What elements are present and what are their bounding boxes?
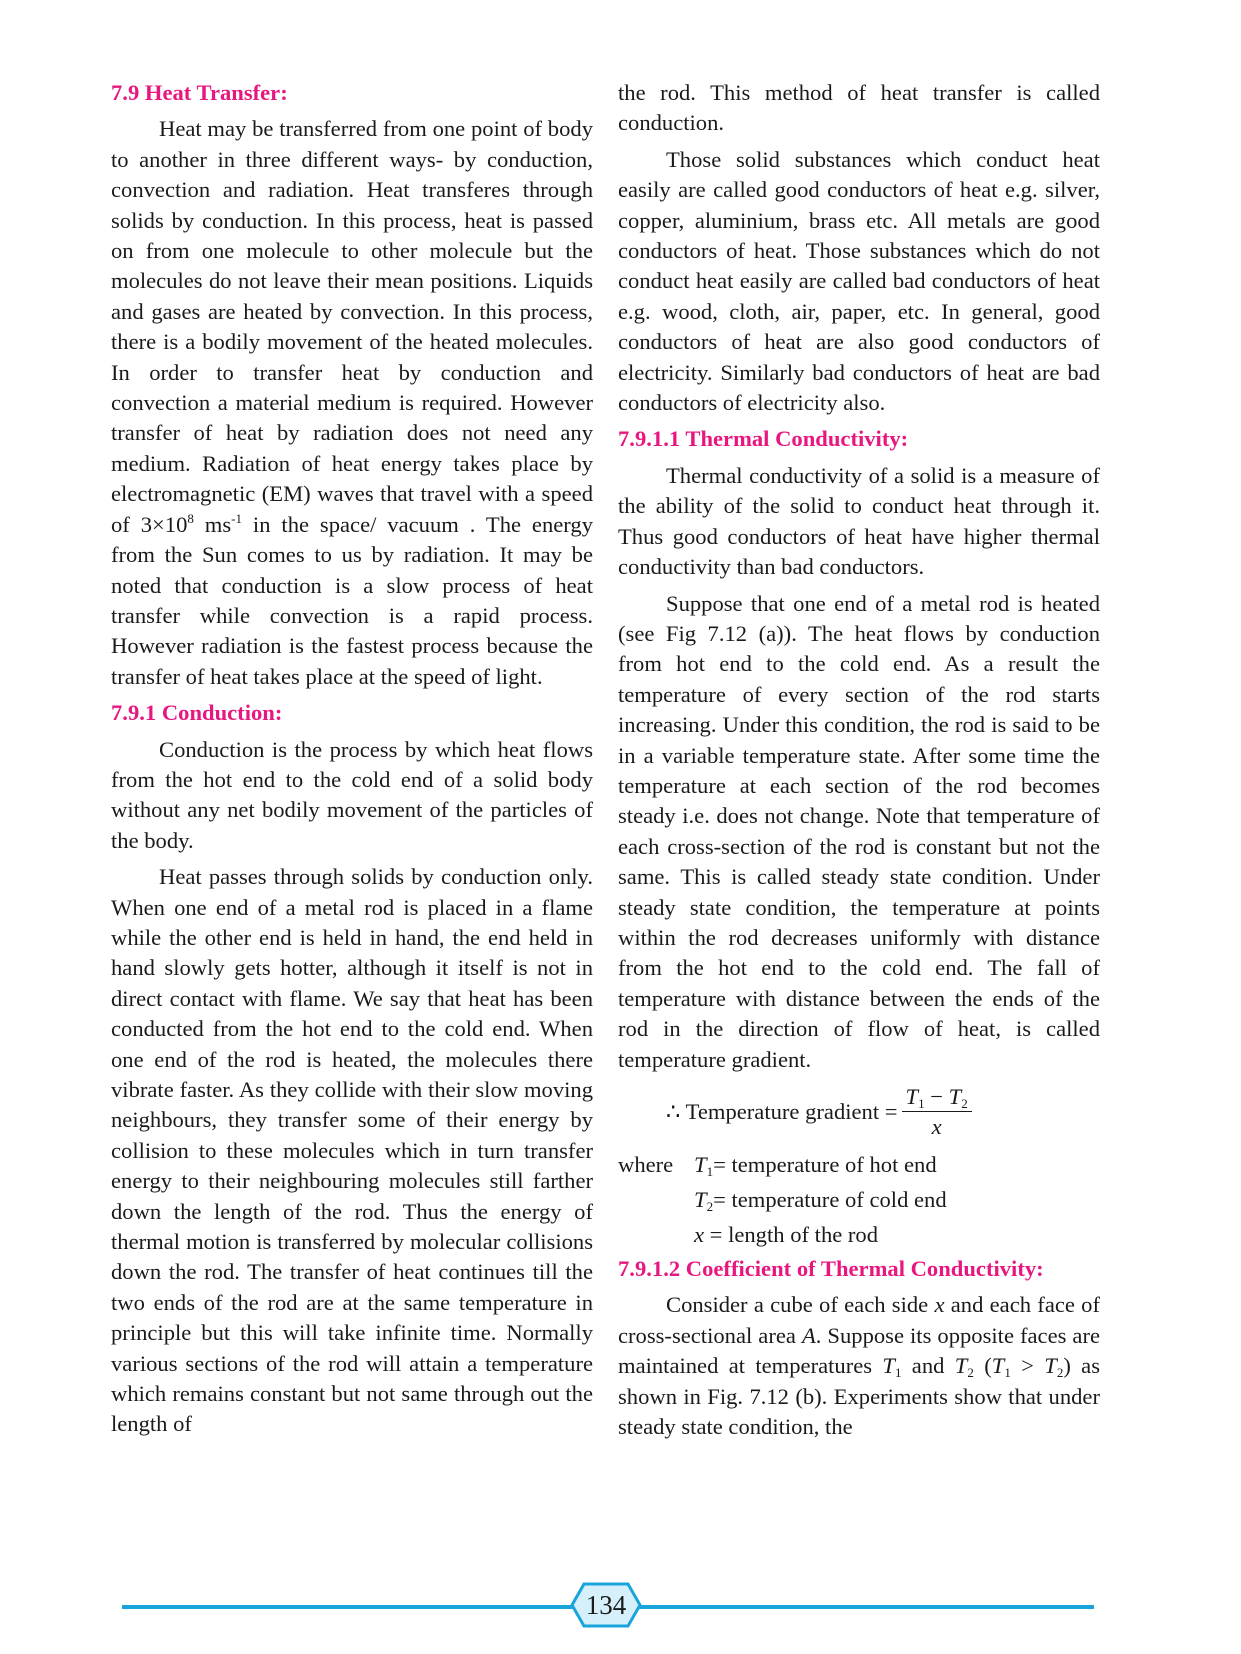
definition-x: x = length of the rod (694, 1222, 879, 1247)
temperature-gradient-formula (666, 1081, 1100, 1143)
paragraph-thermal-conductivity: Thermal conductivity of a solid is a measure of the ability of the solid to conduct heat through it. Thus good conductors of heat have higher thermal conductivity than bad conductors. (618, 462, 1100, 580)
formula-fraction (902, 1083, 972, 1142)
section-heading-coefficient: 7.9.1.2 Coefficient of Thermal Conductivity: (618, 1256, 1044, 1281)
footer-rule-left (122, 1605, 574, 1609)
paragraph-conduction-continued: the rod. This method of heat transfer is called conduction. (618, 80, 1100, 136)
paragraph-temperature-gradient: Suppose that one end of a metal rod is heated (see Fig 7.12 (a)). The heat flows by conduction from hot end to the cold end. As a result the temperature of every section of the rod starts increasing. Under this condition, the rod is said to be in a variable temperature state. After some time the temperature at each section of the rod becomes steady i.e. does not change. Note that temperature of each cross-section of the rod is constant but not the same. This is called steady state condition. Under steady state condition, the temperature at points within the rod decreases uniformly with distance from the hot end to the cold end. The fall of temperature with distance between the ends of the rod in the direction of flow of heat, is called temperature gradient. (618, 590, 1100, 1072)
paragraph-good-bad-conductors: Those solid substances which conduct heat easily are called good conductors of heat e.g. silver, copper, aluminium, brass etc. All metals are good conductors of heat. Those substances which do not conduct heat easily are called bad conductors of heat e.g. wood, cloth, air, paper, etc. In general, good conductors of heat are also good conductors of electricity. Similarly bad conductors of heat are bad conductors of electricity also. (618, 146, 1100, 416)
section-heading-thermal-conductivity: 7.9.1.1 Thermal Conductivity: (618, 426, 909, 452)
paragraph-coefficient: Consider a cube of each side x and each face of cross-sectional area A. Suppose its opposite faces are maintained at temperatures $T_1$ and $T_2$ $(T_1 > T_2)$ as shown in Fig. 7.12 (b). Experiments show that under steady state condition, the (618, 1292, 1101, 1440)
definition-t1: where $T_1=$ temperature of hot end (618, 1152, 937, 1179)
page-number-badge (570, 1582, 642, 1628)
fraction-denominator: x (931, 1113, 942, 1139)
formula-definitions (618, 1147, 1100, 1252)
paragraph-heat-transfer-intro: Heat may be transferred from one point of body to another in three different ways- by conduction, convection and radiation. Heat transferes through solids by conduction. In this process, heat is passed on from one molecule to other molecule but the molecules do not leave their mean positions. Liquids and gases are heated by convection. In this process, there is a bodily movement of the heated molecules. In order to transfer heat by conduction and convection a material medium is required. However transfer of heat by radiation does not need any medium. Radiation of heat energy takes place by electromagnetic (EM) waves that travel with a speed of $3\times 10^8$ $ms^{-1}$ in the space/ vacuum . The energy from the Sun comes to us by radiation. It may be noted that conduction is a slow process of heat transfer while convection is a rapid process. However radiation is the fastest process because the transfer of heat takes place at the speed of light. (111, 116, 593, 689)
page-number: 134 (585, 1590, 627, 1620)
section-heading-conduction: 7.9.1 Conduction: (111, 700, 283, 726)
footer-rule-right (638, 1605, 1094, 1609)
section-heading-heat-transfer: 7.9 Heat Transfer: (111, 80, 288, 105)
fraction-numerator: $T_1 - T_2$ (902, 1083, 972, 1112)
left-column (111, 78, 593, 1446)
right-column (618, 78, 1100, 1448)
formula-label: ∴ Temperature gradient = (666, 1098, 898, 1124)
paragraph-conduction-explanation: Heat passes through solids by conduction only. When one end of a metal rod is placed in a flame while the other end is held in hand, the end held in hand slowly gets hotter, although it itself is not in direct contact with flame. We say that heat has been conducted from the hot end to the cold end. When one end of the rod is heated, the molecules there vibrate faster. As they collide with their slow moving neighbours, they transfer some of their energy by collision to these molecules which in turn transfer energy to their neighbouring molecules still farther down the length of the rod. Thus the energy of thermal motion is transferred by molecular collisions down the rod. The transfer of heat continues till the two ends of the rod are at the same temperature in principle but this will take infinite time. Normally various sections of the rod will attain a temperature which remains constant but not same through out the length of (111, 864, 593, 1437)
definition-t2: $T_2=$ temperature of cold end (694, 1187, 947, 1214)
paragraph-conduction-definition: Conduction is the process by which heat flows from the hot end to the cold end of a solid body without any net bodily movement of the particles of the body. (111, 736, 593, 853)
